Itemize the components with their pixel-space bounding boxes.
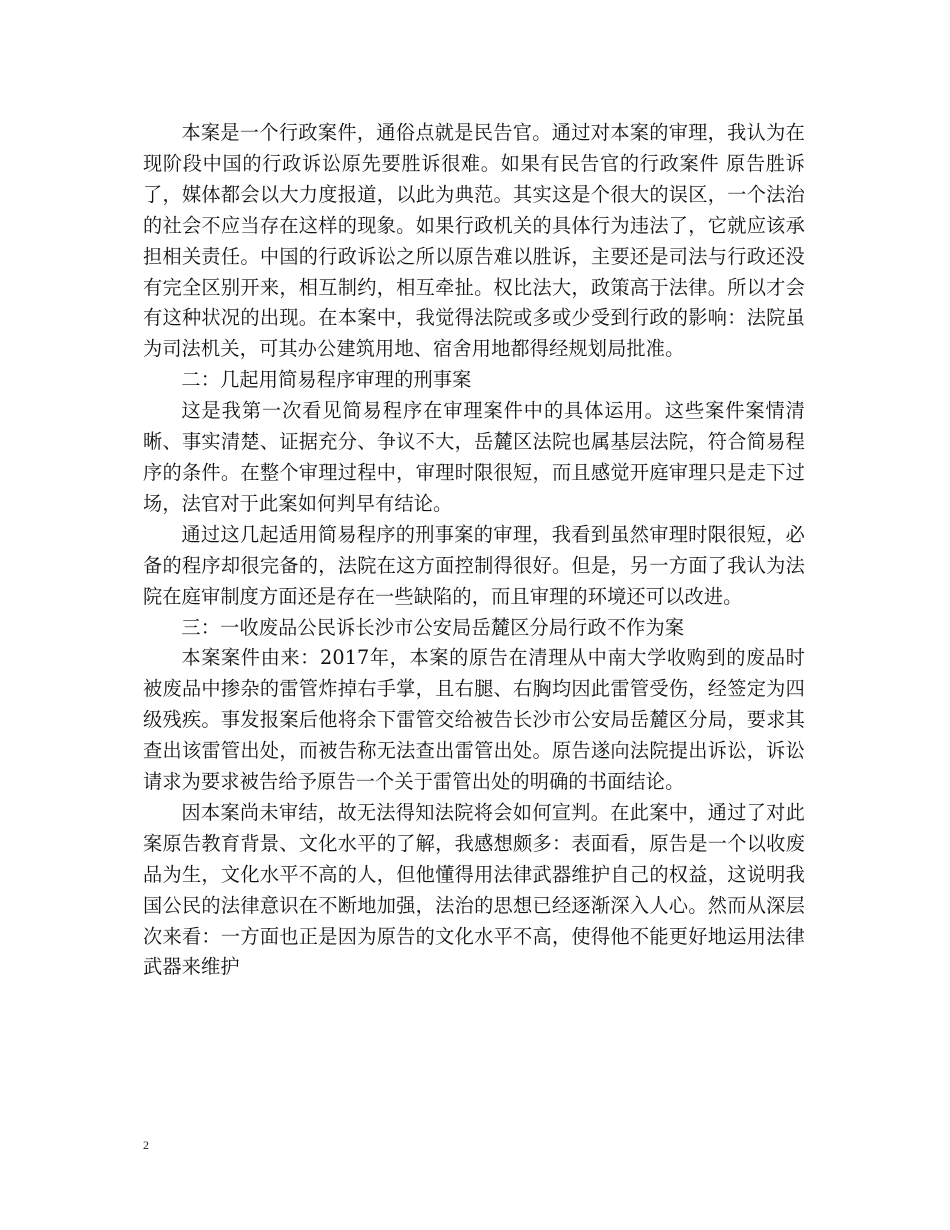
paragraph-administrative-case: 本案是一个行政案件，通俗点就是民告官。通过对本案的审理，我认为在现阶段中国的行政诉讼原先要胜诉很难。如果有民告官的行政案件 原告胜诉了，媒体都会以大力度报道，以此为典范。其实这是个很大的误区，一个法治的社会不应当存在这样的现象。如果行政机关的具体行为违法了，它就应该承担相关责任。中国的行政诉讼之所以原告难以胜诉，主要还是司法与行政还没有完全区别开来，相互制约，相互牵扯。权比法大，政策高于法律。所以才会有这种状况的出现。在本案中，我觉得法院或多或少受到行政的影响：法院虽为司法机关，可其办公建筑用地、宿舍用地都得经规划局批准。: [143, 121, 805, 361]
paragraph-case-reflection: 因本案尚未审结，故无法得知法院将会如何宣判。在此案中，通过了对此案原告教育背景、文化水平的了解，我感想颇多：表面看，原告是一个以收废品为生，文化水平不高的人，但他懂得用法律武器维护自己的权益，这说明我国公民的法律意识在不断地加强，法治的思想已经逐渐深入人心。然而从深层次来看：一方面也正是因为原告的文化水平不高，使得他不能更好地运用法律武器来维护: [143, 800, 805, 979]
section-heading-inaction-case: 三：一收废品公民诉长沙市公安局岳麓区分局行政不作为案: [181, 615, 685, 639]
body-text: [143, 118, 805, 983]
page-number: 2: [143, 1138, 149, 1152]
section-heading-summary-procedure: 二：几起用简易程序审理的刑事案: [181, 368, 472, 392]
paragraph-summary-procedure-review: 通过这几起适用简易程序的刑事案的审理，我看到虽然审理时限很短，必备的程序却很完备的，法院在这方面控制得很好。但是，另一方面了我认为法院在庭审制度方面还是存在一些缺陷的，而且审理的环境还可以改进。: [143, 522, 805, 608]
paragraph-case-origin: 本案案件由来：2017年，本案的原告在清理从中南大学收购到的废品时被废品中掺杂的雷管炸掉右手掌，且右腿、右胸均因此雷管受伤，经签定为四级残疾。事发报案后他将余下雷管交给被告长沙市公安局岳麓区分局，要求其查出该雷管出处，而被告称无法查出雷管出处。原告遂向法院提出诉讼，诉讼请求为要求被告给予原告一个关于雷管出处的明确的书面结论。: [143, 646, 805, 794]
paragraph-summary-procedure-first: 这是我第一次看见简易程序在审理案件中的具体运用。这些案件案情清晰、事实清楚、证据充分、争议不大，岳麓区法院也属基层法院，符合简易程序的条件。在整个审理过程中，审理时限很短，而且感觉开庭审理只是走下过场，法官对于此案如何判早有结论。: [143, 399, 805, 515]
